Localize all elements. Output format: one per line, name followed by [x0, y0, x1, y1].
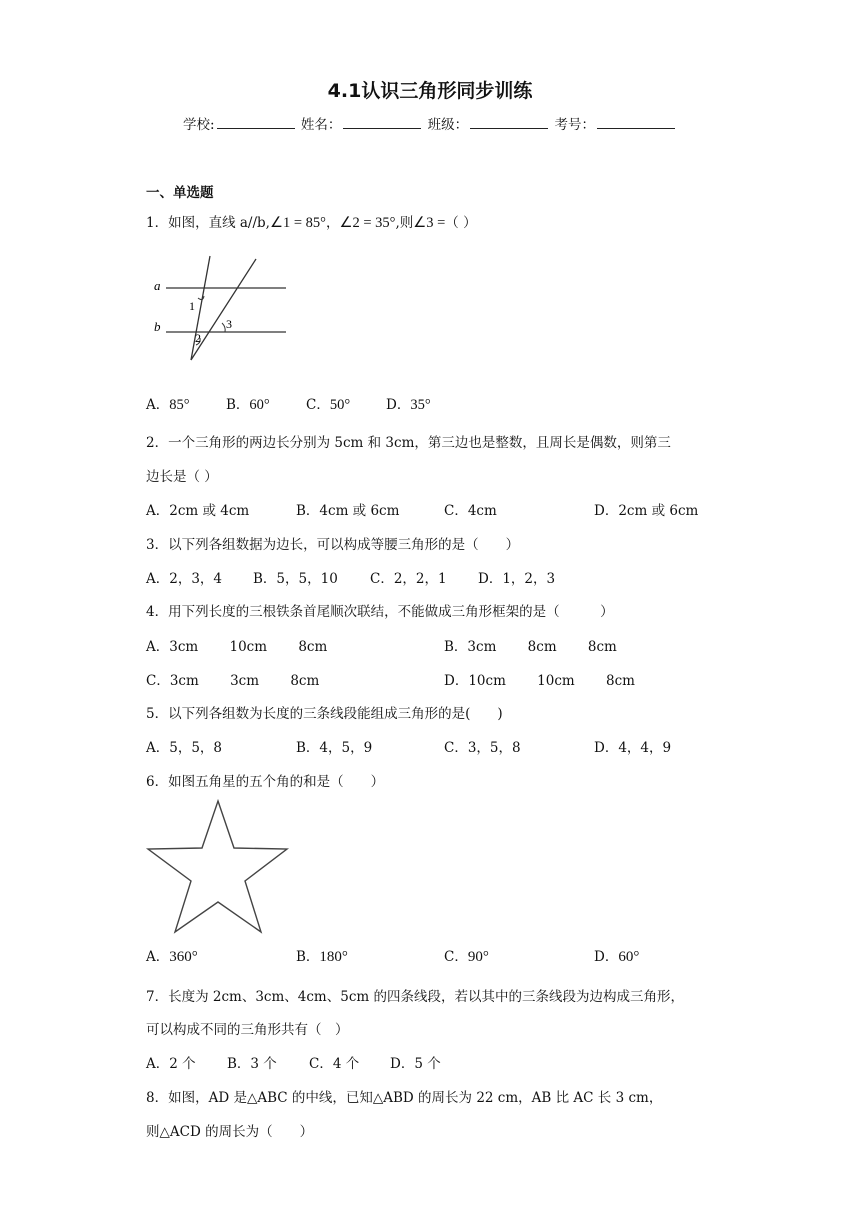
q4-option-c[interactable]: C．3cm 3cm 8cm: [146, 673, 320, 689]
q5-option-d[interactable]: D．4，4，9: [594, 740, 672, 756]
q4-option-b[interactable]: B．3cm 8cm 8cm: [444, 639, 617, 655]
q5-option-b[interactable]: B．4，5，9: [296, 740, 373, 756]
q2-option-a[interactable]: A．2cm 或 4cm: [146, 503, 250, 519]
exam-no-blank: [597, 114, 675, 129]
star-outline: [148, 801, 287, 932]
school-blank: [217, 114, 295, 129]
q3-option-c[interactable]: C．2，2，1: [370, 571, 447, 587]
q3-option-d[interactable]: D．1，2，3: [478, 571, 556, 587]
q1-option-b[interactable]: B．60°: [226, 397, 270, 413]
q1-option-c[interactable]: C．50°: [306, 397, 351, 413]
exam-no-label: 考号：: [554, 117, 595, 133]
label-a: a: [154, 278, 161, 293]
angle2-expression: ∠2 = 35°: [339, 215, 396, 231]
question-4-stem: 4．用下列长度的三根铁条首尾顺次联结，不能做成三角形框架的是（ ）: [146, 604, 614, 620]
question-5-stem: 5．以下列各组数为长度的三条线段能组成三角形的是( ): [146, 706, 503, 722]
q4-option-d[interactable]: D．10cm 10cm 8cm: [444, 673, 635, 689]
label-angle-3: 3: [226, 317, 232, 331]
q1-option-d[interactable]: D．35°: [386, 397, 431, 413]
q3-option-b[interactable]: B．5，5，10: [253, 571, 338, 587]
question-2-stem-line-1: 2．一个三角形的两边长分别为 5cm 和 3cm，第三边也是整数，且周长是偶数，则第三: [146, 435, 671, 451]
q4-option-a[interactable]: A．3cm 10cm 8cm: [146, 639, 328, 655]
question-7-stem-line-1: 7．长度为 2cm、3cm、4cm、5cm 的四条线段，若以其中的三条线段为边构成三角形，: [146, 989, 684, 1005]
five-pointed-star-figure: [145, 798, 291, 936]
angle3-expression: ∠3 =: [413, 215, 446, 231]
q2-option-c[interactable]: C．4cm: [444, 503, 497, 519]
q6-option-a[interactable]: A．360°: [146, 949, 198, 965]
q7-option-a[interactable]: A．2 个: [146, 1056, 196, 1072]
q6-option-c[interactable]: C．90°: [444, 949, 489, 965]
question-7-stem-line-2: 可以构成不同的三角形共有（ ）: [146, 1022, 349, 1038]
question-1-stem: 1．如图，直线 a//b,∠1 = 85°，∠2 = 35°,则∠3 =（ ）: [146, 215, 477, 231]
page-title: 4.1认识三角形同步训练: [327, 80, 533, 102]
student-info-line: [0, 113, 860, 133]
name-blank: [343, 114, 421, 129]
q1-option-a[interactable]: A．85°: [146, 397, 190, 413]
school-label: 学校:: [183, 117, 215, 133]
angle-3-arc: [222, 323, 225, 332]
label-angle-1: 1: [189, 299, 195, 313]
label-angle-2: 2: [195, 331, 201, 345]
angle1-expression: ∠1 = 85°: [269, 215, 326, 231]
q7-option-c[interactable]: C．4 个: [309, 1056, 360, 1072]
question-8-stem-line-1: 8．如图，AD 是△ABC 的中线，已知△ABD 的周长为 22 cm，AB 比 AC 长 3 cm，: [146, 1090, 663, 1106]
q5-option-c[interactable]: C．3，5，8: [444, 740, 521, 756]
section-title: 一、单选题: [146, 185, 214, 201]
question-8-stem-line-2: 则△ACD 的周长为（ ）: [146, 1124, 314, 1140]
label-b: b: [154, 319, 161, 334]
question-6-stem: 6．如图五角星的五个角的和是（ ）: [146, 774, 385, 790]
q7-option-d[interactable]: D．5 个: [390, 1056, 441, 1072]
parallel-lines-figure: [148, 250, 293, 368]
q7-option-b[interactable]: B．3 个: [227, 1056, 277, 1072]
q5-option-a[interactable]: A．5，5，8: [146, 740, 223, 756]
q6-option-b[interactable]: B．180°: [296, 949, 348, 965]
q6-option-d[interactable]: D．60°: [594, 949, 640, 965]
q2-option-b[interactable]: B．4cm 或 6cm: [296, 503, 400, 519]
q3-option-a[interactable]: A．2，3，4: [146, 571, 223, 587]
name-label: 姓名：: [300, 117, 342, 133]
class-label: 班级：: [427, 117, 469, 133]
class-blank: [470, 114, 548, 129]
question-2-stem-line-2: 边长是（ ）: [146, 469, 218, 485]
question-3-stem: 3．以下列各组数据为边长，可以构成等腰三角形的是（ ）: [146, 537, 520, 553]
q2-option-d[interactable]: D．2cm 或 6cm: [594, 503, 699, 519]
